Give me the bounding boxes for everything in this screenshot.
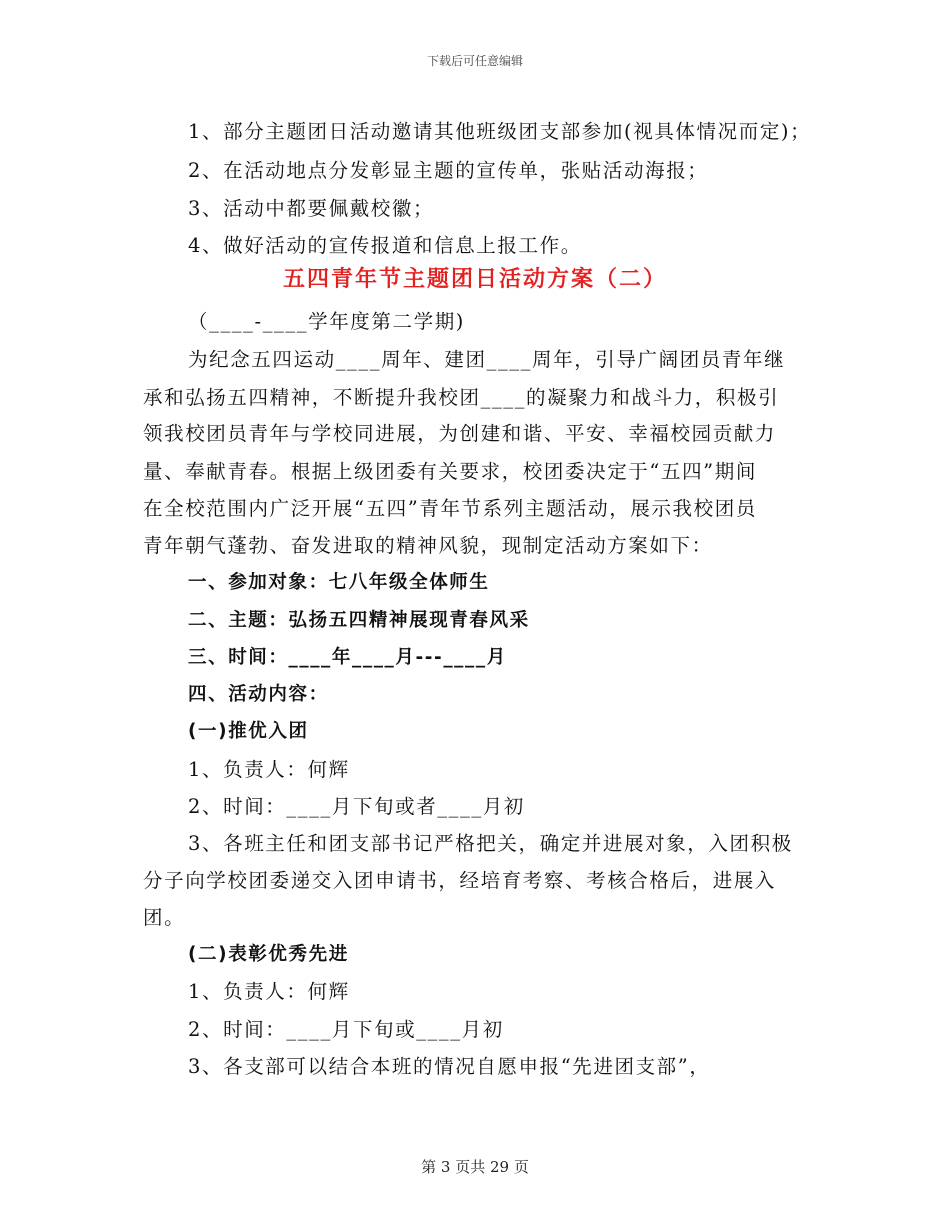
list-item-continuation: 团。 bbox=[143, 906, 186, 929]
list-item: 3、活动中都要佩戴校徽； bbox=[188, 197, 435, 220]
list-item: 1、负责人：何辉 bbox=[188, 980, 350, 1003]
list-item: 4、做好活动的宣传报道和信息上报工作。 bbox=[188, 234, 582, 257]
intro-paragraph-line: 青年朝气蓬勃、奋发进取的精神风貌，现制定活动方案如下： bbox=[143, 534, 713, 557]
document-title: 五四青年节主题团日活动方案（二） bbox=[282, 267, 667, 292]
section-theme: 二、主题：弘扬五四精神展现青春风采 bbox=[188, 610, 530, 631]
list-item: 3、各班主任和团支部书记严格把关，确定并进展对象，入团积极 bbox=[188, 832, 793, 855]
part2-heading: (二)表彰优秀先进 bbox=[188, 944, 349, 965]
part1-heading: (一)推优入团 bbox=[188, 721, 309, 742]
intro-paragraph-line: 量、奉献青春。根据上级团委有关要求，校团委决定于“五四”期间 bbox=[143, 460, 757, 483]
page-footer: 第 3 页共 29 页 bbox=[421, 1158, 529, 1176]
list-item: 2、在活动地点分发彰显主题的宣传单，张贴活动海报； bbox=[188, 159, 709, 182]
section-time: 三、时间：____年____月---____月 bbox=[188, 647, 507, 668]
list-item-continuation: 分子向学校团委递交入团申请书，经培育考察、考核合格后，进展入 bbox=[143, 869, 777, 892]
section-participants: 一、参加对象：七八年级全体师生 bbox=[188, 572, 490, 593]
section-content: 四、活动内容： bbox=[188, 684, 329, 705]
list-item: 2、时间：____月下旬或者____月初 bbox=[188, 795, 525, 818]
list-item: 2、时间：____月下旬或____月初 bbox=[188, 1018, 504, 1041]
intro-paragraph-line: 领我校团员青年与学校同进展，为创建和谐、平安、幸福校园贡献力 bbox=[143, 422, 777, 445]
intro-paragraph-line: 在全校范围内广泛开展“五四”青年节系列主题活动，展示我校团员 bbox=[143, 497, 757, 520]
list-item: 1、部分主题团日活动邀请其他班级团支部参加(视具体情况而定)； bbox=[188, 120, 812, 143]
intro-paragraph-line: 承和弘扬五四精神，不断提升我校团____的凝聚力和战斗力，积极引 bbox=[143, 386, 780, 409]
subtitle: （____-____学年度第二学期) bbox=[188, 310, 465, 333]
list-item: 1、负责人：何辉 bbox=[188, 758, 350, 781]
list-item: 3、各支部可以结合本班的情况自愿申报“先进团支部”， bbox=[188, 1055, 711, 1078]
intro-paragraph-line: 为纪念五四运动____周年、建团____周年，引导广阔团员青年继 bbox=[188, 348, 786, 371]
page-header: 下载后可任意编辑 bbox=[426, 54, 523, 68]
